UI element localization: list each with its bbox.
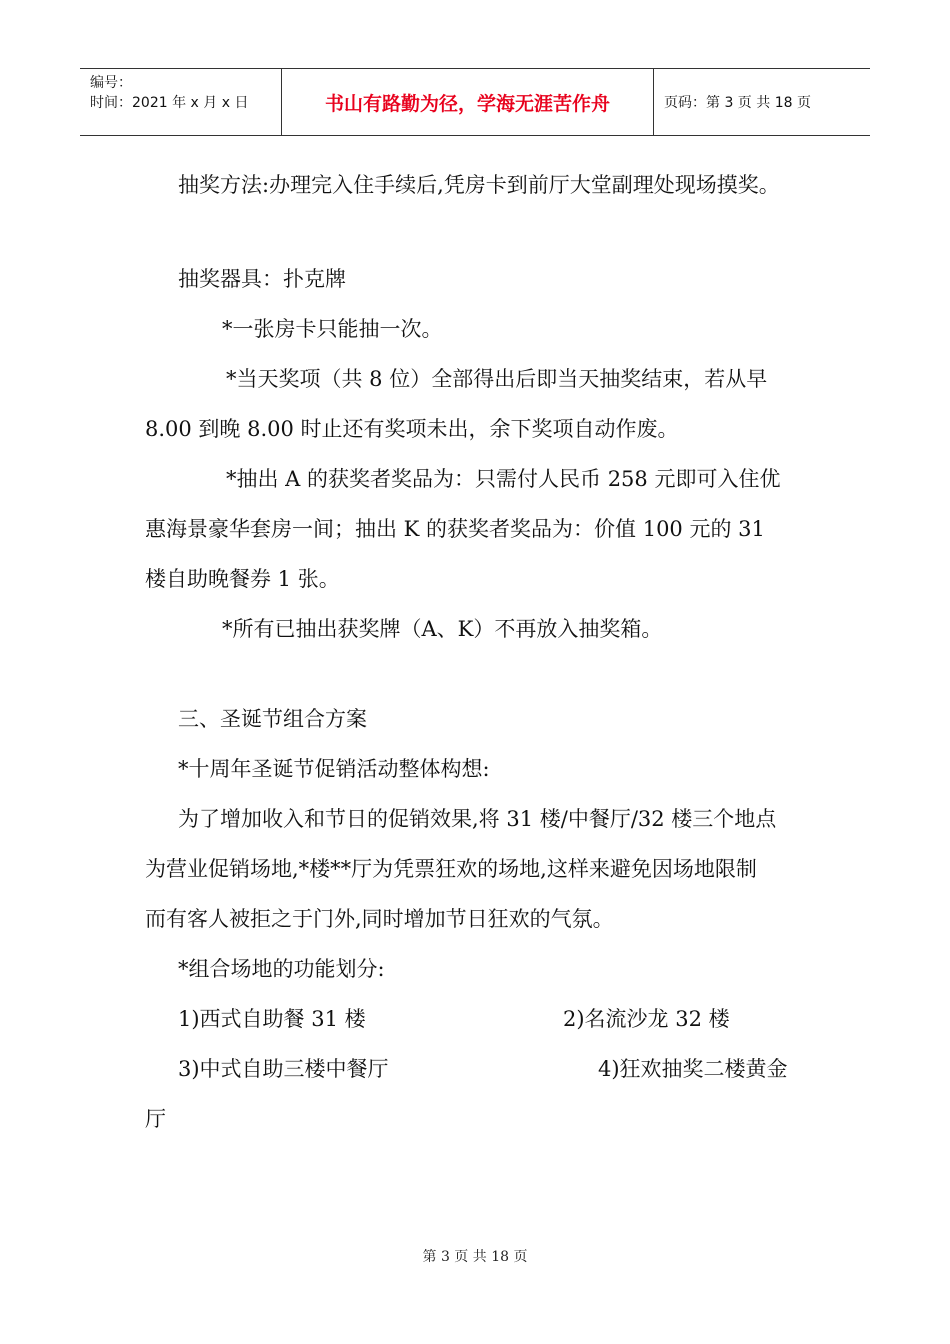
venue-list-row	[145, 994, 810, 1044]
list-item-continuation: 厅	[145, 1107, 166, 1131]
venue-list-row	[145, 1044, 810, 1094]
list-item: 2)名流沙龙 32 楼	[563, 1007, 730, 1031]
paragraph-venues-line2: 为营业促销场地,*楼**厅为凭票狂欢的场地,这样来避免因场地限制	[145, 857, 757, 881]
paragraph-lottery-method: 抽奖方法:办理完入住手续后,凭房卡到前厅大堂副理处现场摸奖。	[178, 173, 780, 197]
header-motto: 书山有路勤为径，学海无涯苦作舟	[282, 69, 654, 135]
paragraph-venues-line3: 而有客人被拒之于门外,同时增加节日狂欢的气氛。	[145, 907, 614, 931]
list-item: 3)中式自助三楼中餐厅	[178, 1057, 389, 1081]
number-label: 编号：	[90, 75, 132, 91]
page-header	[80, 68, 870, 136]
paragraph-daily-prizes-line1: *当天奖项（共 8 位）全部得出后即当天抽奖结束，若从早	[226, 367, 768, 391]
paragraph-overall-concept: *十周年圣诞节促销活动整体构想:	[178, 757, 490, 781]
spacer	[145, 654, 810, 694]
document-body	[145, 160, 810, 1144]
paragraph-lottery-tool: 抽奖器具：扑克牌	[178, 267, 346, 291]
list-item: 1)西式自助餐 31 楼	[178, 1007, 366, 1031]
paragraph-prize-detail-line1: *抽出 A 的获奖者奖品为：只需付人民币 258 元即可入住优	[226, 467, 781, 491]
paragraph-prize-detail-line2: 惠海景豪华套房一间；抽出 K 的获奖者奖品为：价值 100 元的 31	[145, 517, 765, 541]
time-label: 时间：2021 年 x 月 x 日	[90, 95, 249, 111]
spacer	[145, 210, 810, 254]
list-item: 4)狂欢抽奖二楼黄金	[598, 1057, 788, 1081]
header-meta	[80, 69, 282, 135]
paragraph-function-division: *组合场地的功能划分:	[178, 957, 385, 981]
paragraph-one-draw: *一张房卡只能抽一次。	[222, 317, 443, 341]
section-title: 三、圣诞节组合方案	[178, 707, 367, 731]
paragraph-daily-prizes-line2: 8.00 到晚 8.00 时止还有奖项未出，余下奖项自动作废。	[145, 417, 679, 441]
paragraph-drawn-cards: *所有已抽出获奖牌（A、K）不再放入抽奖箱。	[222, 617, 663, 641]
header-page-info: 页码：第 3 页 共 18 页	[664, 95, 811, 111]
paragraph-prize-detail-line3: 楼自助晚餐券 1 张。	[145, 567, 340, 591]
page-footer: 第 3 页 共 18 页	[422, 1249, 528, 1265]
paragraph-venues-line1: 为了增加收入和节日的促销效果,将 31 楼/中餐厅/32 楼三个地点	[178, 807, 777, 831]
